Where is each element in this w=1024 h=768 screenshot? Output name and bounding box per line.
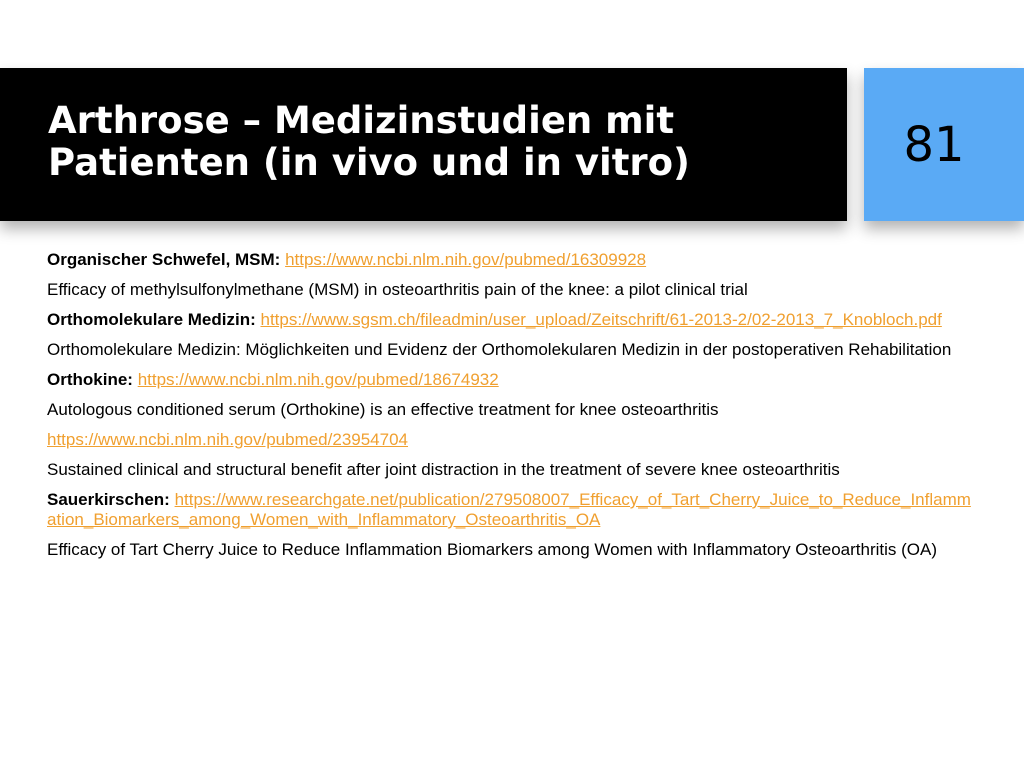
reference-label: Orthomolekulare Medizin: (47, 310, 256, 329)
reference-link[interactable]: https://www.ncbi.nlm.nih.gov/pubmed/23954704 (47, 430, 409, 449)
reference-description: Orthomolekulare Medizin: Möglichkeiten und Evidenz der Orthomolekularen Medizin in der postoperativen Rehabilitation (47, 340, 952, 359)
page-number-box (864, 68, 1024, 221)
reference-link[interactable]: https://www.ncbi.nlm.nih.gov/pubmed/16309928 (285, 250, 647, 269)
reference-description: Efficacy of methylsulfonylmethane (MSM) in osteoarthritis pain of the knee: a pilot clinical trial (47, 280, 748, 299)
reference-list (47, 250, 977, 570)
reference-link[interactable]: https://www.researchgate.net/publication/279508007_Efficacy_of_Tart_Cherry_Juice_to_Reduce_Inflammation_Biomarkers_among_Women_with_Inflammatory_Osteoarthritis_OA (47, 490, 971, 529)
reference-label: Organischer Schwefel, MSM: (47, 250, 281, 269)
slide-title (48, 100, 828, 184)
reference-description: Sustained clinical and structural benefit after joint distraction in the treatment of severe knee osteoarthritis (47, 460, 840, 479)
reference-entry-msm (47, 250, 977, 270)
reference-entry-sauerkirschen (47, 490, 977, 530)
reference-entry-orthokine (47, 370, 977, 390)
reference-link[interactable]: https://www.sgsm.ch/fileadmin/user_upload/Zeitschrift/61-2013-2/02-2013_7_Knobloch.pdf (260, 310, 942, 329)
slide-title-line-2: Patienten (in vivo und in vitro) (48, 141, 690, 184)
slide-title-line-1: Arthrose – Medizinstudien mit (48, 99, 675, 142)
reference-entry-joint-distraction (47, 430, 977, 450)
reference-link[interactable]: https://www.ncbi.nlm.nih.gov/pubmed/18674932 (137, 370, 499, 389)
reference-label: Sauerkirschen: (47, 490, 170, 509)
reference-label: Orthokine: (47, 370, 133, 389)
reference-entry-orthomolekular (47, 310, 977, 330)
reference-description: Efficacy of Tart Cherry Juice to Reduce Inflammation Biomarkers among Women with Inflammatory Osteoarthritis (OA) (47, 540, 937, 559)
page-number: 81 (903, 116, 965, 173)
reference-description: Autologous conditioned serum (Orthokine) is an effective treatment for knee osteoarthritis (47, 400, 719, 419)
